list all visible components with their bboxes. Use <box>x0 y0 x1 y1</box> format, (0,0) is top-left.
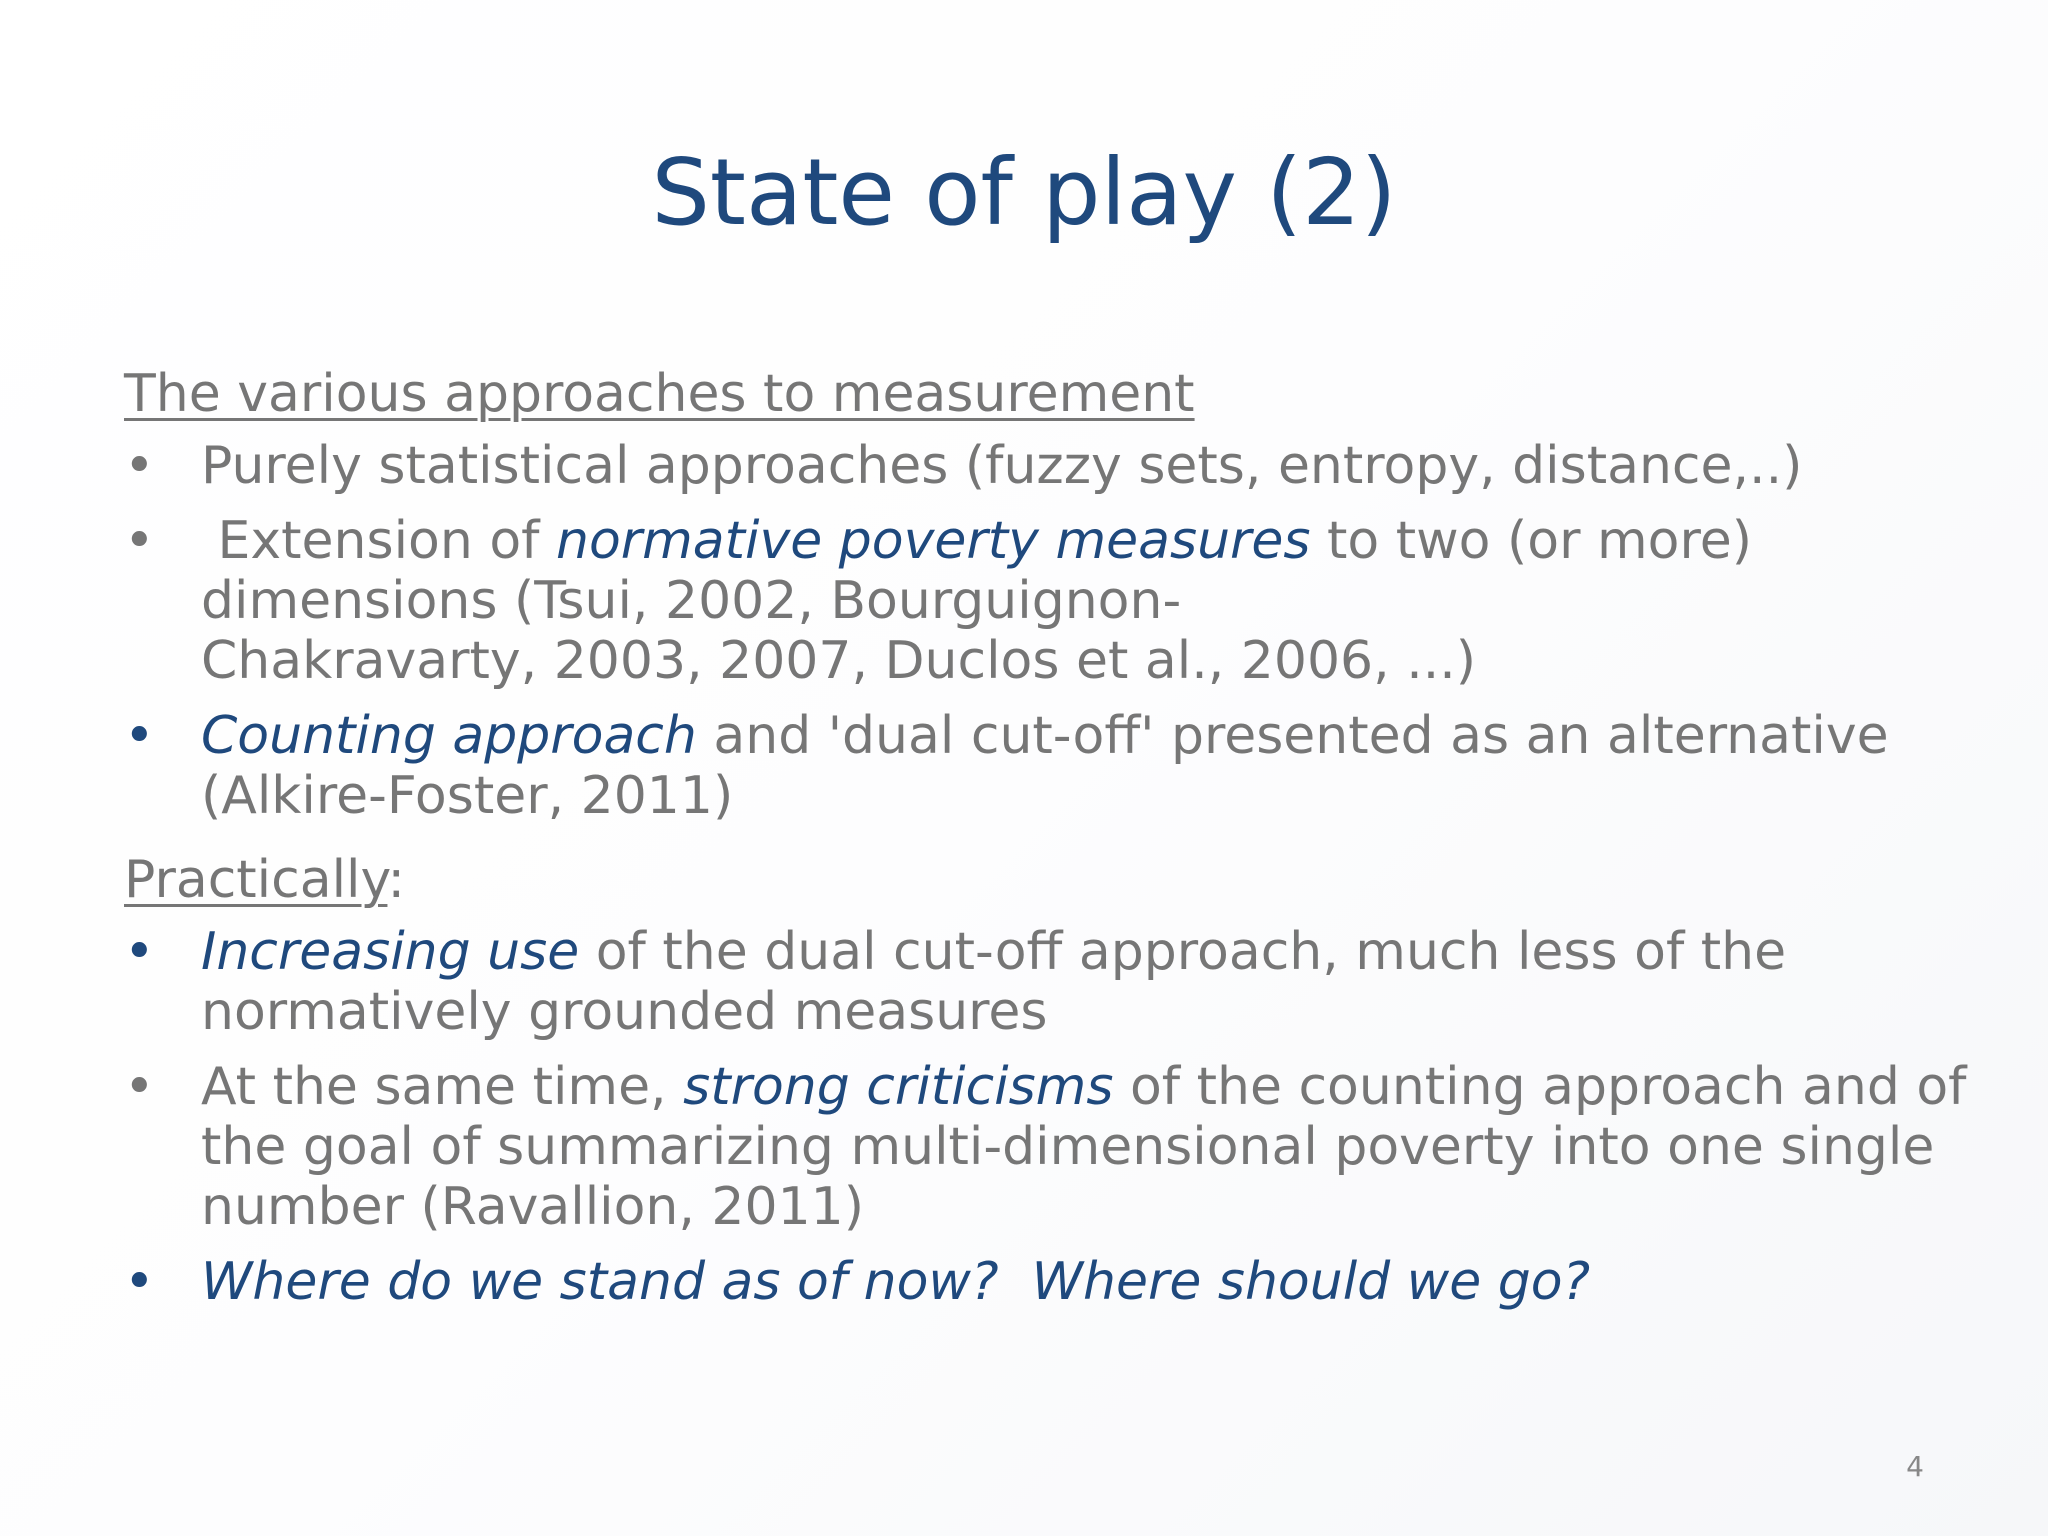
section-practically <box>124 850 1967 1312</box>
list-item <box>124 1252 1924 1312</box>
bullet-text-line <box>201 922 1924 982</box>
bullet-text-line: normatively grounded measures <box>201 982 1048 1042</box>
bullet-icon: • <box>124 511 155 571</box>
bullet-text-prefix: Extension of <box>201 511 556 571</box>
bullet-text-line <box>201 706 1924 766</box>
bullet-emphasis: strong criticisms <box>683 1057 1114 1117</box>
bullet-icon: • <box>124 922 155 982</box>
bullet-emphasis: normative poverty measures <box>556 511 1311 571</box>
page-number: 4 <box>1906 1450 1924 1483</box>
bullet-text-line: the goal of summarizing multi-dimensional poverty into one single <box>201 1117 1935 1177</box>
bullet-text-line <box>201 1057 1967 1117</box>
section-approaches <box>124 364 1924 826</box>
bullet-icon: • <box>124 1057 155 1117</box>
list-item <box>124 706 1924 826</box>
bullet-text-suffix: of the counting approach and of <box>1113 1057 1967 1117</box>
list-item <box>124 922 1924 1042</box>
list-item <box>124 1057 1967 1237</box>
bullet-text-line <box>201 511 1924 571</box>
bullet-emphasis: Where do we stand as of now? Where should we go? <box>201 1252 1591 1312</box>
approaches-list <box>124 436 1924 826</box>
bullet-emphasis: Counting approach <box>201 706 697 766</box>
bullet-text-suffix: and 'dual cut-off' presented as an alternative <box>696 706 1889 766</box>
heading-colon: : <box>387 850 405 910</box>
bullet-text-line: number (Ravallion, 2011) <box>201 1177 865 1237</box>
section-heading-practically: Practically <box>124 850 388 910</box>
slide-body <box>124 364 1967 1312</box>
slide-title: State of play (2) <box>651 139 1397 246</box>
bullet-text-prefix: At the same time, <box>201 1057 684 1117</box>
list-item <box>124 511 1924 691</box>
bullet-icon: • <box>124 1252 155 1312</box>
list-item <box>124 436 1924 496</box>
bullet-icon: • <box>124 706 155 766</box>
bullet-text-line: Chakravarty, 2003, 2007, Duclos et al., 2006, ...) <box>201 631 1477 691</box>
bullet-text: Purely statistical approaches (fuzzy sets, entropy, distance,..) <box>201 436 1803 496</box>
bullet-text-suffix: to two (or more) <box>1310 511 1753 571</box>
bullet-emphasis: Increasing use <box>201 922 580 982</box>
section-heading-approaches: The various approaches to measurement <box>124 364 1195 424</box>
bullet-text-line: dimensions (Tsui, 2002, Bourguignon- <box>201 571 1182 631</box>
bullet-icon: • <box>124 436 155 496</box>
bullet-text-suffix: of the dual cut-off approach, much less of the <box>579 922 1787 982</box>
bullet-text-line: (Alkire-Foster, 2011) <box>201 766 734 826</box>
practically-list <box>124 922 1967 1312</box>
